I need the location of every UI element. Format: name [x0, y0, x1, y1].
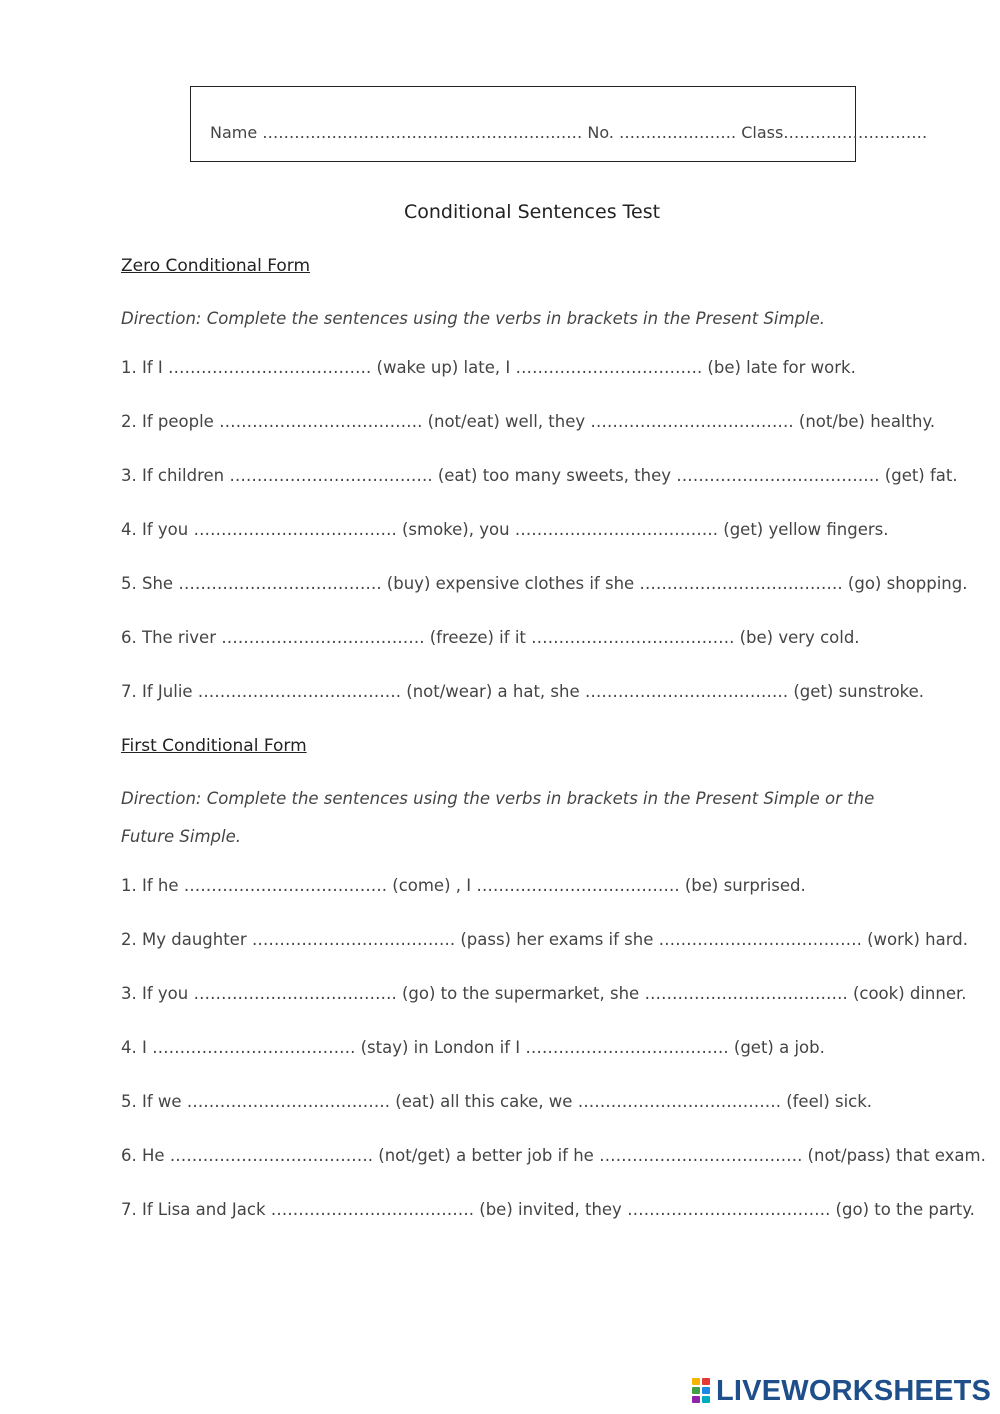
first-sentence-3: 3. If you ………………………………. (go) to the supermarket, she ………………………………. (cook) dinner. [121, 984, 967, 1003]
zero-sentence-1: 1. If I ………………………………. (wake up) late, I ……………………………. (be) late for work. [121, 358, 856, 377]
zero-sentence-5: 5. She ………………………………. (buy) expensive clothes if she ………………………………. (go) shopping. [121, 574, 968, 593]
first-sentence-4: 4. I ………………………………. (stay) in London if I ………………………………. (get) a job. [121, 1038, 825, 1057]
page-title: Conditional Sentences Test [403, 201, 661, 223]
first-conditional-heading: First Conditional Form [121, 736, 307, 756]
first-conditional-direction: Direction: Complete the sentences using the verbs in brackets in the Present Simple or the Future Simple. [121, 789, 875, 846]
student-info-box [190, 86, 928, 162]
first-sentence-2: 2. My daughter ………………………………. (pass) her exams if she ………………………………. (work) hard. [121, 930, 968, 949]
zero-sentence-7: 7. If Julie ………………………………. (not/wear) a hat, she ………………………………. (get) sunstroke. [121, 682, 925, 701]
zero-conditional-heading: Zero Conditional Form [121, 256, 311, 276]
zero-sentence-6: 6. The river ………………………………. (freeze) if it ………………………………. (be) very cold. [121, 628, 860, 647]
liveworksheets-logo-icon [692, 1378, 712, 1404]
first-sentence-1: 1. If he ………………………………. (come) , I ………………………………. (be) surprised. [121, 876, 806, 895]
liveworksheets-logo [692, 1374, 991, 1408]
zero-sentence-2: 2. If people ………………………………. (not/eat) well, they ………………………………. (not/be) healthy. [121, 412, 936, 431]
zero-sentence-3: 3. If children ………………………………. (eat) too many sweets, they ………………………………. (get) fat. [121, 466, 958, 485]
first-sentence-7: 7. If Lisa and Jack ………………………………. (be) invited, they ………………………………. (go) to the party. [121, 1200, 975, 1219]
liveworksheets-logo-text: LIVEWORKSHEETS [716, 1374, 992, 1407]
student-info-line: Name …………………………………………………… No. …………………. Class……………………… [210, 123, 928, 142]
zero-conditional-direction: Direction: Complete the sentences using the verbs in brackets in the Present Simple. [121, 309, 826, 328]
first-sentence-6: 6. He ………………………………. (not/get) a better job if he ………………………………. (not/pass) that exam. [121, 1146, 986, 1165]
zero-sentence-4: 4. If you ………………………………. (smoke), you ………………………………. (get) yellow fingers. [121, 520, 889, 539]
first-sentence-5: 5. If we ………………………………. (eat) all this cake, we ………………………………. (feel) sick. [121, 1092, 873, 1111]
